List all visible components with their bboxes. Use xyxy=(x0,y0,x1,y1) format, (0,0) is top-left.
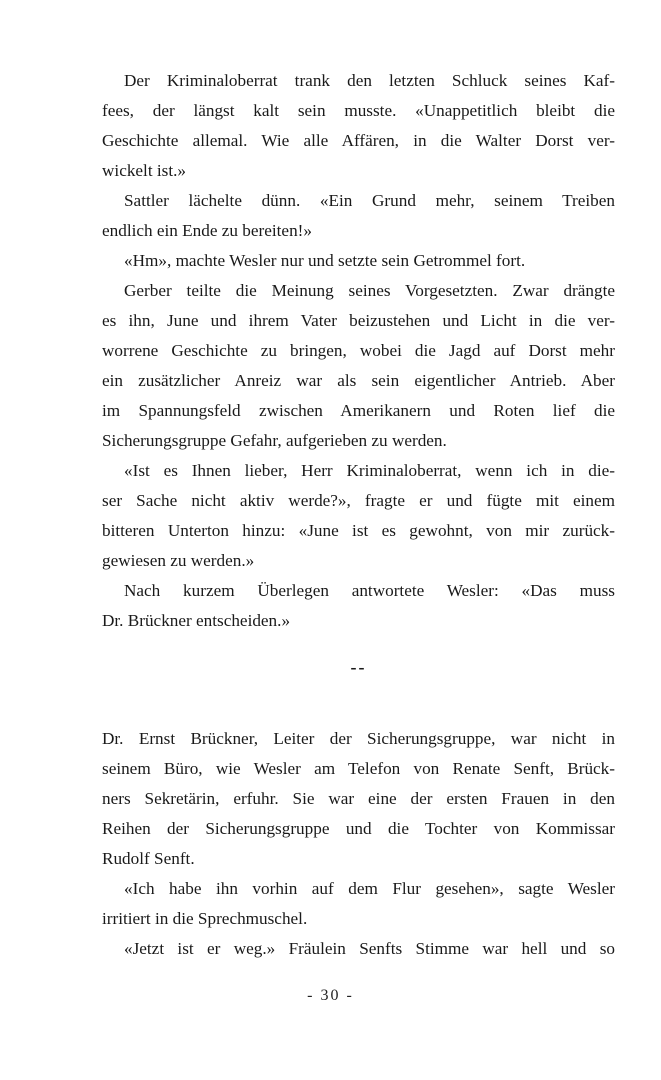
text-line: es ihn, June und ihrem Vater beizustehen und Licht in die ver- xyxy=(102,311,615,330)
text-line: «Jetzt ist er weg.» Fräulein Senfts Stimme war hell und so xyxy=(124,939,615,958)
section-break: -- xyxy=(350,657,367,677)
text-line: Sicherungsgruppe Gefahr, aufgerieben zu werden. xyxy=(102,431,447,450)
text-line: ein zusätzlicher Anreiz war als sein eigentlicher Antrieb. Aber xyxy=(102,371,615,390)
text-line: Der Kriminaloberrat trank den letzten Schluck seines Kaf- xyxy=(124,71,615,90)
text-line: «Hm», machte Wesler nur und setzte sein Getrommel fort. xyxy=(124,251,526,270)
text-block-after-break xyxy=(102,724,615,964)
page-number: - 30 - xyxy=(307,987,354,1004)
text-line: Reihen der Sicherungsgruppe und die Tochter von Kommissar xyxy=(102,819,615,838)
text-line: im Spannungsfeld zwischen Amerikanern und Roten lief die xyxy=(102,401,615,420)
text-line: «Ist es Ihnen lieber, Herr Kriminaloberrat, wenn ich in die- xyxy=(124,461,615,480)
text-line: irritiert in die Sprechmuschel. xyxy=(102,909,308,928)
text-line: ners Sekretärin, erfuhr. Sie war eine der ersten Frauen in den xyxy=(102,789,615,808)
text-line: Geschichte allemal. Wie alle Affären, in die Walter Dorst ver- xyxy=(102,131,615,150)
text-line: Rudolf Senft. xyxy=(102,849,195,868)
text-line: bitteren Unterton hinzu: «June ist es gewohnt, von mir zurück- xyxy=(102,521,615,540)
book-page-text xyxy=(102,66,615,964)
text-line: wickelt ist.» xyxy=(102,161,187,180)
text-line: Dr. Ernst Brückner, Leiter der Sicherungsgruppe, war nicht in xyxy=(102,729,615,748)
text-line: Gerber teilte die Meinung seines Vorgesetzten. Zwar drängte xyxy=(124,281,615,300)
text-line: Nach kurzem Überlegen antwortete Wesler: «Das muss xyxy=(124,581,615,600)
text-line: gewiesen zu werden.» xyxy=(102,551,255,570)
text-line: worrene Geschichte zu bringen, wobei die Jagd auf Dorst mehr xyxy=(102,341,615,360)
text-line: Sattler lächelte dünn. «Ein Grund mehr, seinem Treiben xyxy=(124,191,615,210)
text-line: ser Sache nicht aktiv werde?», fragte er und fügte mit einem xyxy=(102,491,615,510)
text-line: seinem Büro, wie Wesler am Telefon von Renate Senft, Brück- xyxy=(102,759,615,778)
text-line: «Ich habe ihn vorhin auf dem Flur gesehen», sagte Wesler xyxy=(124,879,615,898)
text-line: endlich ein Ende zu bereiten!» xyxy=(102,221,312,240)
text-line: Dr. Brückner entscheiden.» xyxy=(102,611,291,630)
text-block-before-break xyxy=(102,66,615,636)
text-line: fees, der längst kalt sein musste. «Unappetitlich bleibt die xyxy=(102,101,615,120)
